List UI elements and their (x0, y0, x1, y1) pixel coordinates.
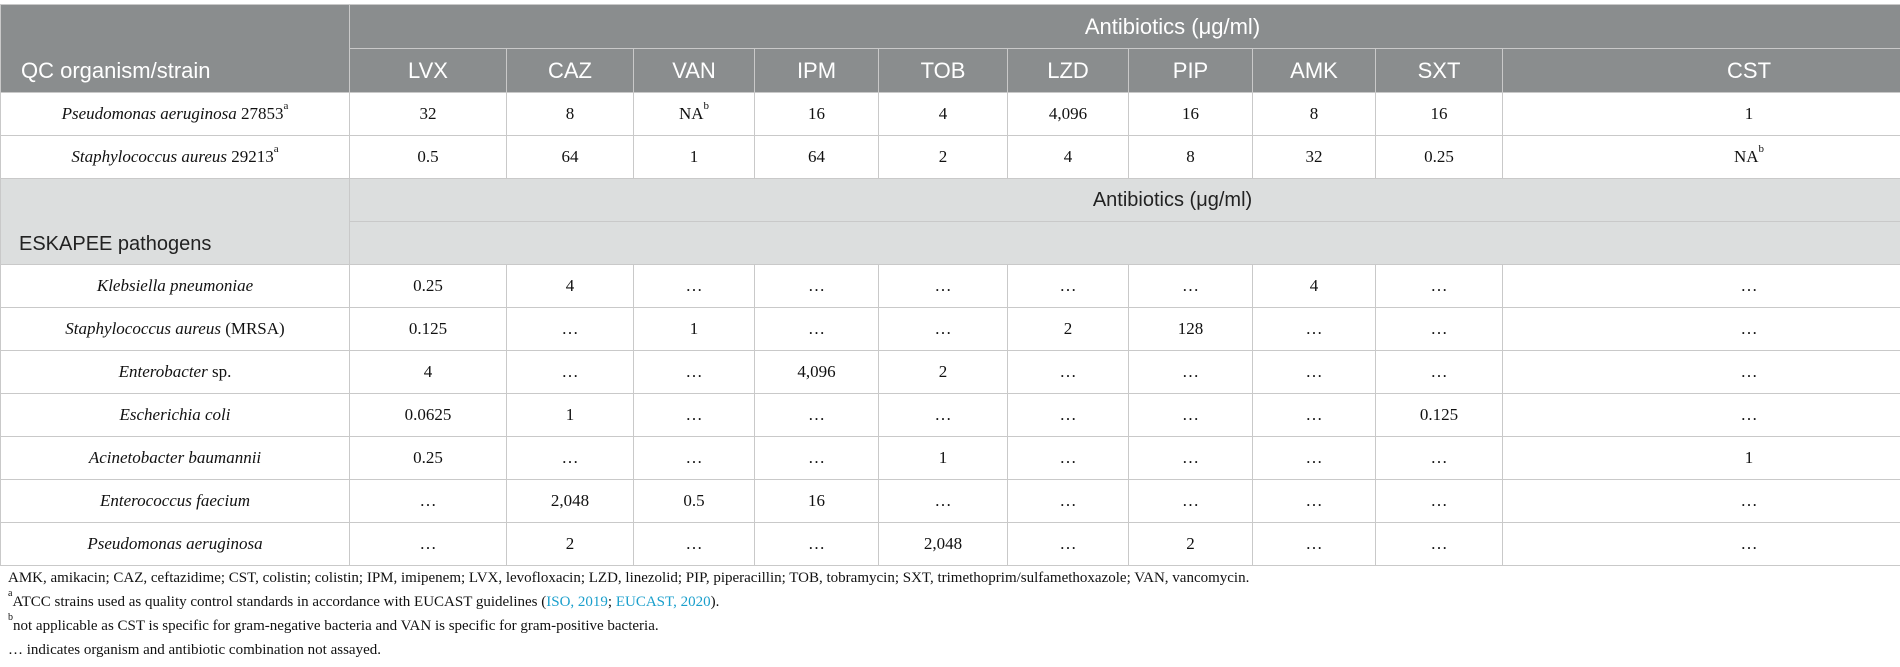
eskapee-header-row (1, 179, 1900, 222)
value-cell: 4,096 (755, 351, 879, 394)
value-text: 64 (561, 147, 579, 166)
value-cell: 2,048 (507, 480, 634, 523)
organism-cell (1, 93, 350, 136)
value-cell: 0.125 (1376, 394, 1503, 437)
value-cell: 2 (879, 351, 1008, 394)
value-cell (1129, 93, 1253, 136)
footnote-b-text: not applicable as CST is specific for gram-negative bacteria and VAN is specific for gram-positive bacteria. (13, 618, 659, 634)
value-cell: … (1129, 437, 1253, 480)
value-cell: … (1376, 265, 1503, 308)
value-cell: … (1253, 351, 1376, 394)
header-row-group (1, 5, 1900, 49)
eskapee-rows (1, 265, 1900, 566)
antibiotics-group-header: Antibiotics (μg/ml) (350, 5, 1900, 49)
value-text: 8 (1309, 104, 1319, 123)
column-header-caz: CAZ (507, 49, 634, 93)
value-cell (879, 93, 1008, 136)
value-cell: 1 (634, 308, 755, 351)
footnote-b-mark: b (8, 612, 13, 623)
organism-cell (1, 351, 350, 394)
value-cell (507, 93, 634, 136)
column-header-sxt: SXT (1376, 49, 1503, 93)
value-cell: … (1129, 480, 1253, 523)
column-header-lzd: LZD (1008, 49, 1129, 93)
organism-name: Escherichia coli (119, 405, 231, 424)
footnotes (8, 566, 1249, 662)
abbreviations-note: AMK, amikacin; CAZ, ceftazidime; CST, colistin; colistin; IPM, imipenem; LVX, levofloxacin; LZD, linezolid; PIP, piperacillin; TOB, tobramycin; SXT, trimethoprim/sulfamethoxazole; VAN, vancomycin. (8, 570, 1250, 586)
value-cell: … (879, 480, 1008, 523)
value-cell (1376, 93, 1503, 136)
value-cell: … (1503, 480, 1900, 523)
organism-cell (1, 437, 350, 480)
value-cell: … (1376, 437, 1503, 480)
value-cell: … (1129, 351, 1253, 394)
column-header-amk: AMK (1253, 49, 1376, 93)
table-row (1, 308, 1900, 351)
value-text: NA (1733, 147, 1759, 166)
value-cell: 0.25 (350, 265, 507, 308)
table-container (0, 4, 1900, 566)
value-cell (1503, 93, 1900, 136)
value-cell: … (755, 437, 879, 480)
value-text: 64 (808, 147, 825, 166)
value-cell: … (634, 351, 755, 394)
value-text: NA (678, 104, 704, 123)
column-header-tob: TOB (879, 49, 1008, 93)
value-cell: 4 (507, 265, 634, 308)
value-cell (879, 136, 1008, 179)
organism-cell (1, 308, 350, 351)
value-text: 32 (1305, 147, 1323, 166)
value-text: 4 (938, 104, 948, 123)
value-cell: … (1376, 480, 1503, 523)
value-cell: 0.5 (634, 480, 755, 523)
value-cell: … (1503, 394, 1900, 437)
value-cell (1253, 93, 1376, 136)
organism-name: Enterobacter (118, 362, 208, 381)
organism-name: Enterococcus faecium (100, 491, 250, 510)
value-cell: … (755, 523, 879, 566)
value-cell: … (1503, 308, 1900, 351)
footnote-a-mark: a (8, 588, 13, 599)
value-cell: … (1129, 265, 1253, 308)
value-cell: … (755, 308, 879, 351)
table-row (1, 351, 1900, 394)
value-cell: 2,048 (879, 523, 1008, 566)
organism-footnote-mark: a (283, 100, 289, 113)
value-cell (1008, 93, 1129, 136)
value-cell (350, 136, 507, 179)
value-text: 2 (938, 147, 948, 166)
qc-rows (1, 93, 1900, 179)
value-text: 32 (419, 104, 437, 123)
footnote-a (8, 590, 1249, 614)
value-cell (507, 136, 634, 179)
table-row (1, 480, 1900, 523)
value-text: 1 (1744, 104, 1754, 123)
value-cell: … (1376, 523, 1503, 566)
qc-organism-header: QC organism/strain (1, 5, 350, 93)
eskapee-antibiotics-header: Antibiotics (μg/ml) (350, 179, 1900, 222)
value-cell: 0.125 (350, 308, 507, 351)
value-text: 16 (1182, 104, 1199, 123)
value-text: 4,096 (1048, 104, 1088, 123)
value-cell: 0.0625 (350, 394, 507, 437)
value-cell (634, 136, 755, 179)
footnote-b (8, 614, 1249, 638)
table-row (1, 136, 1900, 179)
column-header-pip: PIP (1129, 49, 1253, 93)
value-cell (755, 136, 879, 179)
organism-qualifier: sp. (207, 362, 232, 381)
value-cell: … (1376, 351, 1503, 394)
value-text: 16 (808, 104, 825, 123)
ellipsis-note: … indicates organism and antibiotic combination not assayed. (8, 642, 381, 658)
value-cell: … (1503, 351, 1900, 394)
value-text: 0.25 (1424, 147, 1454, 166)
value-cell: 16 (755, 480, 879, 523)
value-cell: … (634, 437, 755, 480)
organism-name: Pseudomonas aeruginosa (61, 104, 237, 123)
value-cell: 128 (1129, 308, 1253, 351)
value-cell (634, 93, 755, 136)
value-footnote-mark: b (703, 100, 710, 113)
table-row (1, 523, 1900, 566)
value-cell: 1 (879, 437, 1008, 480)
organism-strain: 29213 (227, 147, 274, 166)
value-cell: … (1008, 351, 1129, 394)
value-cell (1129, 136, 1253, 179)
eskapee-pathogens-header: ESKAPEE pathogens (1, 179, 350, 265)
footnote-a-sep: ; (607, 594, 616, 610)
footnote-a-text: ATCC strains used as quality control standards in accordance with EUCAST guidelines ( (12, 594, 547, 610)
column-header-van: VAN (634, 49, 755, 93)
value-cell (1008, 136, 1129, 179)
organism-name: Staphylococcus aureus (71, 147, 227, 166)
eskapee-blank-cell (350, 222, 1900, 265)
value-cell (755, 93, 879, 136)
mic-table (0, 4, 1900, 566)
organism-qualifier: (MRSA) (220, 319, 285, 338)
value-cell: … (350, 523, 507, 566)
value-cell: 4 (350, 351, 507, 394)
value-cell: 0.25 (350, 437, 507, 480)
value-cell: … (634, 265, 755, 308)
value-cell (1253, 136, 1376, 179)
value-cell: … (1008, 265, 1129, 308)
value-cell: … (634, 523, 755, 566)
organism-cell (1, 480, 350, 523)
value-cell: … (1376, 308, 1503, 351)
value-cell: 2 (507, 523, 634, 566)
value-cell: 2 (1129, 523, 1253, 566)
organism-name: Klebsiella pneumoniae (96, 276, 254, 295)
value-cell: … (879, 394, 1008, 437)
value-cell: … (1253, 523, 1376, 566)
value-cell: … (879, 265, 1008, 308)
table-row (1, 437, 1900, 480)
value-cell: … (507, 437, 634, 480)
organism-name: Acinetobacter baumannii (88, 448, 262, 467)
value-cell: … (1008, 394, 1129, 437)
iso-2019-link[interactable]: ISO, 2019 (546, 594, 608, 610)
column-header-lvx: LVX (350, 49, 507, 93)
footnote-a-end: ). (710, 594, 720, 610)
table-row (1, 265, 1900, 308)
value-cell: … (1008, 480, 1129, 523)
value-cell: … (1129, 394, 1253, 437)
table-row (1, 394, 1900, 437)
value-cell: 4 (1253, 265, 1376, 308)
value-cell: 1 (507, 394, 634, 437)
value-text: 16 (1430, 104, 1448, 123)
value-footnote-mark: b (1758, 143, 1765, 156)
value-cell: … (1008, 437, 1129, 480)
eskapee-header (1, 179, 1900, 265)
eucast-2020-link[interactable]: EUCAST, 2020 (615, 594, 711, 610)
value-cell: … (755, 394, 879, 437)
value-cell: … (1503, 523, 1900, 566)
value-text: 8 (1186, 147, 1195, 166)
value-cell: … (1253, 394, 1376, 437)
value-cell (1376, 136, 1503, 179)
column-header-cst: CST (1503, 49, 1900, 93)
organism-name: Pseudomonas aeruginosa (87, 534, 263, 553)
value-cell: … (1253, 480, 1376, 523)
value-cell: … (1008, 523, 1129, 566)
organism-footnote-mark: a (273, 143, 279, 156)
organism-cell (1, 394, 350, 437)
value-cell: … (1503, 265, 1900, 308)
organism-name: Staphylococcus aureus (65, 319, 221, 338)
value-cell: … (350, 480, 507, 523)
organism-strain: 27853 (236, 104, 284, 123)
organism-cell (1, 523, 350, 566)
value-cell (350, 93, 507, 136)
value-text: 1 (689, 147, 699, 166)
value-cell: … (879, 308, 1008, 351)
value-text: 8 (565, 104, 575, 123)
column-header-ipm: IPM (755, 49, 879, 93)
value-cell: … (507, 351, 634, 394)
value-cell (1503, 136, 1900, 179)
value-cell: … (634, 394, 755, 437)
organism-cell (1, 265, 350, 308)
value-cell: … (755, 265, 879, 308)
value-cell: 2 (1008, 308, 1129, 351)
value-cell: … (1253, 308, 1376, 351)
value-text: 4 (1063, 147, 1073, 166)
value-cell: … (507, 308, 634, 351)
value-cell: 1 (1503, 437, 1900, 480)
table-row (1, 93, 1900, 136)
organism-cell (1, 136, 350, 179)
value-cell: … (1253, 437, 1376, 480)
value-text: 0.5 (417, 147, 439, 166)
